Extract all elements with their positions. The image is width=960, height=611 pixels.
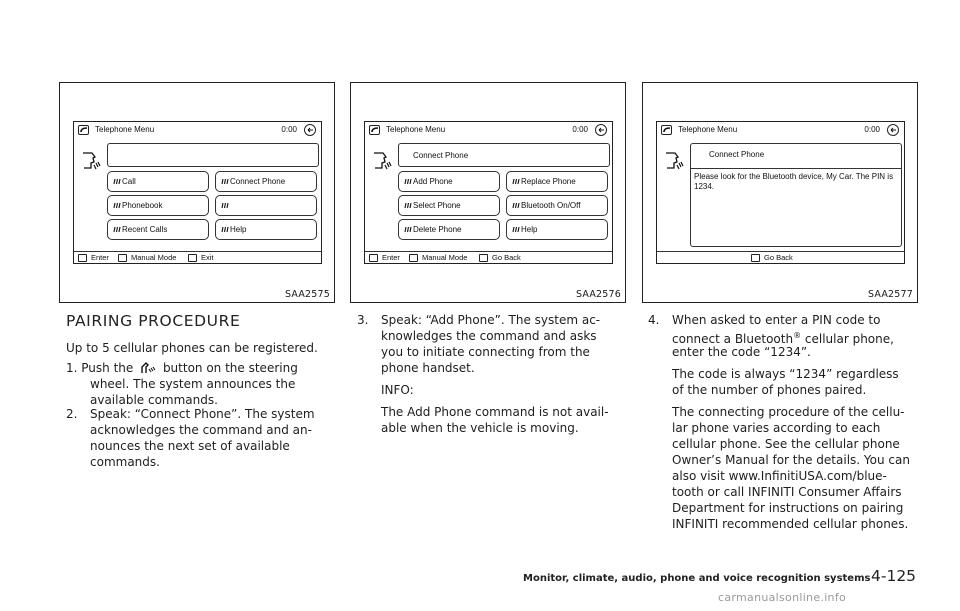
step-3 (357, 312, 627, 442)
step-text: connect a Bluetooth (672, 332, 794, 346)
status-exit: Exit (201, 253, 214, 262)
phone-handset-icon (661, 125, 672, 135)
step-text: cellular phone. See the cellular phone (672, 437, 900, 451)
phone-handset-icon (751, 254, 760, 262)
replace-phone-button[interactable] (506, 171, 608, 192)
screen-statusbar (74, 251, 321, 263)
voice-recognition-icon (140, 361, 156, 374)
step-number: 4. (648, 313, 660, 327)
recognized-command-box (398, 143, 610, 167)
call-button[interactable] (107, 171, 209, 192)
call-timer: 0:00 (864, 125, 880, 134)
message-box (690, 143, 902, 247)
screen-statusbar (365, 251, 612, 263)
button-label: Add Phone (413, 177, 453, 186)
status-manual-mode: Manual Mode (131, 253, 177, 262)
button-label: Call (122, 177, 136, 186)
screen-title: Telephone Menu (95, 125, 155, 134)
phone-pin-screen (656, 121, 905, 264)
step-number: 2. (66, 407, 78, 421)
step-text: phone handset. (381, 361, 475, 375)
phone-handset-icon (369, 125, 380, 135)
blank-button[interactable] (215, 195, 317, 216)
button-label: Select Phone (413, 201, 461, 210)
phone-menu-screen (73, 121, 322, 264)
enter-knob-icon (78, 254, 87, 262)
step-text: When asked to enter a PIN code to (672, 313, 881, 327)
help-button[interactable] (506, 219, 608, 240)
voice-wave-icon (404, 178, 412, 185)
figure-saa2575 (59, 82, 335, 303)
divider (691, 168, 901, 169)
status-go-back: Go Back (764, 253, 793, 262)
step-text: also visit www.InfinitiUSA.com/blue- (672, 469, 887, 483)
voice-head-icon (663, 151, 685, 171)
voice-wave-icon (113, 202, 121, 209)
voice-wave-icon (404, 226, 412, 233)
step-text: The code is always “1234” regardless (672, 367, 899, 381)
voice-wave-icon (512, 202, 520, 209)
button-label: Help (230, 225, 247, 234)
step-text: tooth or call INFINITI Consumer Affairs (672, 485, 902, 499)
button-label: Bluetooth On/Off (521, 201, 581, 210)
back-arrow-icon (304, 124, 316, 136)
step-text: available commands. (90, 393, 218, 407)
step-number: 1. (66, 361, 78, 375)
status-enter: Enter (91, 253, 109, 262)
page-number: 4-125 (871, 567, 917, 585)
step-text: acknowledges the command and an- (90, 423, 312, 437)
call-timer: 0:00 (281, 125, 297, 134)
status-go-back: Go Back (492, 253, 521, 262)
step-text: commands. (90, 455, 160, 469)
info-label: INFO: (381, 383, 414, 397)
step-1-first-line (66, 360, 336, 376)
step-text: cellular phone, (801, 332, 894, 346)
figure-saa2576 (350, 82, 626, 303)
step-text: wheel. The system announces the (90, 377, 296, 391)
step-text: Speak: “Add Phone”. The system ac- (381, 313, 601, 327)
screen-title: Telephone Menu (386, 125, 446, 134)
recent-calls-button[interactable] (107, 219, 209, 240)
step-4 (648, 312, 928, 532)
step-text: button on the steering (162, 361, 298, 375)
button-label: Replace Phone (521, 177, 576, 186)
status-enter: Enter (382, 253, 400, 262)
screen-titlebar (365, 122, 612, 139)
step-text: nounces the next set of available (90, 439, 290, 453)
figure-caption: SAA2577 (867, 289, 913, 300)
back-arrow-icon (887, 124, 899, 136)
screen-statusbar (657, 251, 904, 263)
footer-section-title: Monitor, climate, audio, phone and voice recognition systems (523, 573, 871, 584)
recognized-command: Connect Phone (413, 151, 469, 160)
screen-title: Telephone Menu (678, 125, 738, 134)
button-label: Phonebook (122, 201, 163, 210)
step-text: you to initiate connecting from the (381, 345, 590, 359)
button-label: Recent Calls (122, 225, 168, 234)
button-label: Help (521, 225, 538, 234)
status-manual-mode: Manual Mode (422, 253, 468, 262)
step-1 (66, 360, 336, 408)
call-timer: 0:00 (572, 125, 588, 134)
updown-arrows-icon (118, 254, 127, 262)
figure-saa2577 (642, 82, 918, 303)
enter-knob-icon (369, 254, 378, 262)
step-text: knowledges the command and asks (381, 329, 597, 343)
phone-menu-screen (364, 121, 613, 264)
phonebook-button[interactable] (107, 195, 209, 216)
screen-titlebar (74, 122, 321, 139)
watermark: carmanualsonline.info (718, 591, 847, 604)
info-text: The Add Phone command is not avail- (381, 405, 609, 419)
figure-caption: SAA2576 (575, 289, 621, 300)
voice-wave-icon (221, 226, 229, 233)
figure-caption: SAA2575 (284, 289, 330, 300)
recognized-command-box (107, 143, 319, 167)
recognized-command: Connect Phone (709, 150, 765, 159)
help-button[interactable] (215, 219, 317, 240)
bluetooth-toggle-button[interactable] (506, 195, 608, 216)
add-phone-button[interactable] (398, 171, 500, 192)
voice-wave-icon (113, 226, 121, 233)
step-text: Speak: “Connect Phone”. The system (90, 407, 315, 421)
voice-head-icon (80, 151, 102, 171)
button-label: Delete Phone (413, 225, 462, 234)
connect-phone-button[interactable] (215, 171, 317, 192)
screen-titlebar (657, 122, 904, 139)
intro-paragraph: Up to 5 cellular phones can be registered. (66, 341, 318, 355)
voice-wave-icon (221, 178, 229, 185)
step-text: Owner’s Manual for the details. You can (672, 453, 910, 467)
button-label: Connect Phone (230, 177, 286, 186)
step-2 (66, 406, 336, 472)
back-arrow-icon (595, 124, 607, 136)
select-phone-button[interactable] (398, 195, 500, 216)
step-text: lar phone varies according to each (672, 421, 881, 435)
pin-instruction-message: Please look for the Bluetooth device, My Car. The PIN is 1234. (694, 172, 894, 191)
step-text: of the number of phones paired. (672, 383, 867, 397)
step-text: The connecting procedure of the cellu- (672, 405, 905, 419)
voice-wave-icon (512, 178, 520, 185)
voice-wave-icon (221, 202, 229, 209)
updown-arrows-icon (409, 254, 418, 262)
delete-phone-button[interactable] (398, 219, 500, 240)
phone-handset-icon (188, 254, 197, 262)
step-number: 3. (357, 313, 369, 327)
step-text: INFINITI recommended cellular phones. (672, 517, 909, 531)
phone-handset-icon (479, 254, 488, 262)
step-text: Push the (81, 361, 134, 375)
step-text: Department for instructions on pairing (672, 501, 904, 515)
step-text: enter the code “1234”. (672, 345, 811, 359)
phone-handset-icon (78, 125, 89, 135)
info-text: able when the vehicle is moving. (381, 421, 579, 435)
voice-wave-icon (404, 202, 412, 209)
registered-mark: ® (793, 331, 802, 340)
voice-wave-icon (512, 226, 520, 233)
voice-head-icon (371, 151, 393, 171)
section-heading: PAIRING PROCEDURE (66, 312, 241, 330)
voice-wave-icon (113, 178, 121, 185)
